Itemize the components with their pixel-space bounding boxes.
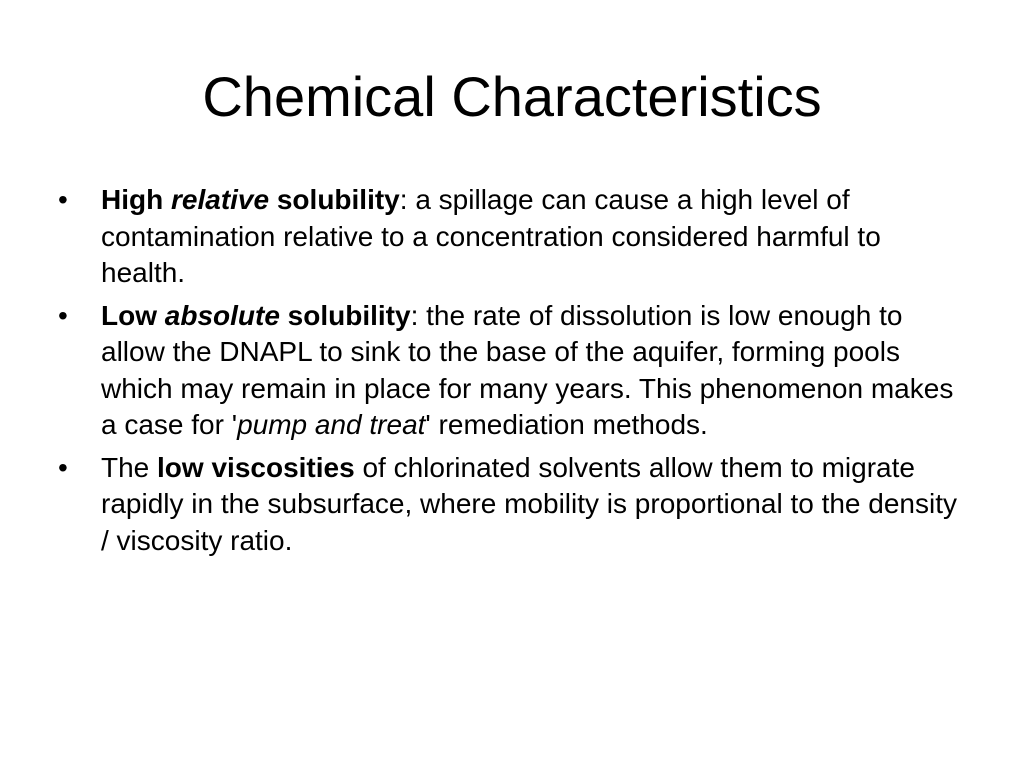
bullet-text: : a spillage can cause a high level of contamination relative to a concentration considered harmful to health. — [101, 184, 881, 288]
bullet-text: of chlorinated solvents allow them to migrate rapidly in the subsurface, where mobility is proportional to the density / viscosity ratio. — [101, 451, 957, 556]
bullet-dot-icon: • — [58, 451, 68, 483]
bullet-term-italic: relative — [171, 184, 270, 215]
bullet-term-rest: solubility — [269, 184, 400, 215]
bullet-text-end: ' remediation methods. — [425, 409, 708, 440]
bullet-term-lead: Low — [101, 299, 165, 331]
slide-title: Chemical Characteristics — [202, 65, 822, 128]
bullet-term — [101, 300, 411, 331]
bullet-italic-phrase: pump and treat — [237, 409, 426, 440]
bullet-term: low viscosities — [157, 451, 355, 483]
bullet-dot-icon: • — [58, 299, 68, 331]
bullet-list — [58, 182, 958, 565]
bullet-item-low-absolute-solubility — [58, 298, 958, 444]
bullet-dot-icon: • — [58, 184, 68, 215]
bullet-item-low-viscosities — [58, 450, 958, 560]
bullet-term-rest: solubility — [279, 299, 411, 331]
bullet-term-lead: High — [101, 184, 171, 215]
bullet-lead: The — [101, 451, 158, 483]
bullet-term — [101, 184, 400, 215]
bullet-item-high-relative-solubility — [58, 182, 958, 292]
bullet-term-italic: absolute — [164, 299, 280, 331]
bullet-text: : the rate of dissolution is low enough to allow the DNAPL to sink to the base of the aquifer, forming pools which may remain in place for many years. This phenomenon makes a case for ' — [101, 299, 954, 440]
